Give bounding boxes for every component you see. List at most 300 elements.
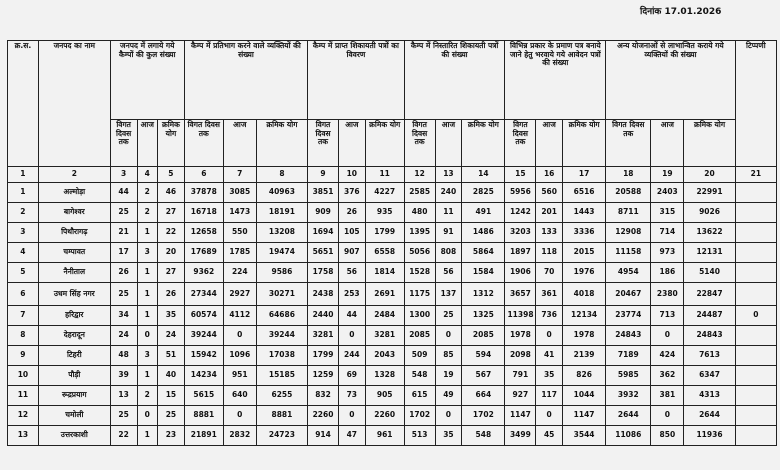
- table-cell: 0: [735, 306, 776, 326]
- table-cell: 186: [651, 263, 684, 283]
- table-cell: 1: [137, 366, 158, 386]
- table-cell: 34: [110, 306, 137, 326]
- table-cell: 935: [365, 203, 404, 223]
- table-cell: 7613: [684, 346, 735, 366]
- table-row: [8, 326, 777, 346]
- table-cell: [735, 346, 776, 366]
- district-cell: उधम सिंह नगर: [38, 283, 110, 306]
- table-cell: 1147: [563, 406, 606, 426]
- table-row: [8, 223, 777, 243]
- table-cell: 5985: [606, 366, 651, 386]
- table-cell: 567: [462, 366, 505, 386]
- table-cell: 0: [651, 406, 684, 426]
- table-cell: 5651: [308, 243, 339, 263]
- table-cell: 4227: [365, 183, 404, 203]
- table-cell: 56: [435, 263, 462, 283]
- column-number-cell: 13: [435, 167, 462, 183]
- table-cell: 25: [435, 306, 462, 326]
- table-cell: 714: [651, 223, 684, 243]
- subheader-cumulative: क्रमिक योग: [684, 120, 735, 167]
- table-cell: 8881: [256, 406, 307, 426]
- table-cell: 1: [137, 306, 158, 326]
- subheader-cumulative: क्रमिक योग: [256, 120, 307, 167]
- table-cell: 2043: [365, 346, 404, 366]
- subheader-today: आज: [223, 120, 256, 167]
- table-cell: 1528: [404, 263, 435, 283]
- table-cell: 41: [536, 346, 563, 366]
- report-table: [7, 40, 777, 446]
- table-cell: 6347: [684, 366, 735, 386]
- table-cell: 5: [8, 263, 39, 283]
- table-cell: 6516: [563, 183, 606, 203]
- table-cell: 12131: [684, 243, 735, 263]
- column-number-row: [8, 167, 777, 183]
- table-cell: 9026: [684, 203, 735, 223]
- table-cell: 2644: [684, 406, 735, 426]
- table-cell: 24843: [606, 326, 651, 346]
- table-cell: 35: [536, 366, 563, 386]
- table-cell: 315: [651, 203, 684, 223]
- table-cell: 1328: [365, 366, 404, 386]
- table-cell: 24: [158, 326, 185, 346]
- district-cell: पौड़ी: [38, 366, 110, 386]
- table-cell: 12: [8, 406, 39, 426]
- table-cell: 1044: [563, 386, 606, 406]
- table-cell: 2098: [505, 346, 536, 366]
- table-cell: 1300: [404, 306, 435, 326]
- table-cell: 2085: [462, 326, 505, 346]
- table-cell: 1175: [404, 283, 435, 306]
- table-cell: 791: [505, 366, 536, 386]
- table-cell: 1978: [505, 326, 536, 346]
- table-cell: 20588: [606, 183, 651, 203]
- table-cell: 2: [137, 386, 158, 406]
- table-cell: 1758: [308, 263, 339, 283]
- column-number-cell: 16: [536, 167, 563, 183]
- table-cell: 35: [435, 426, 462, 446]
- table-cell: 1312: [462, 283, 505, 306]
- table-cell: 25: [110, 203, 137, 223]
- table-cell: 664: [462, 386, 505, 406]
- header-district: जनपद का नाम: [38, 41, 110, 167]
- table-cell: 40963: [256, 183, 307, 203]
- table-cell: 24: [110, 326, 137, 346]
- table-cell: 15942: [184, 346, 223, 366]
- table-cell: 361: [536, 283, 563, 306]
- table-cell: 0: [338, 406, 365, 426]
- table-cell: 1259: [308, 366, 339, 386]
- table-cell: [735, 223, 776, 243]
- table-cell: 2: [137, 203, 158, 223]
- table-cell: 17689: [184, 243, 223, 263]
- table-cell: 12658: [184, 223, 223, 243]
- table-cell: 3: [137, 243, 158, 263]
- table-cell: 20: [158, 243, 185, 263]
- table-cell: 909: [308, 203, 339, 223]
- table-cell: 69: [338, 366, 365, 386]
- table-cell: 2832: [223, 426, 256, 446]
- table-cell: 224: [223, 263, 256, 283]
- table-cell: 826: [563, 366, 606, 386]
- table-row: [8, 283, 777, 306]
- table-cell: 15185: [256, 366, 307, 386]
- table-cell: 0: [651, 326, 684, 346]
- table-cell: 5956: [505, 183, 536, 203]
- table-cell: 6: [8, 283, 39, 306]
- header-complaints-resolved: कैम्प में निस्तारित शिकायती पत्रों की संख्या: [404, 41, 505, 120]
- table-cell: 5056: [404, 243, 435, 263]
- table-cell: 1486: [462, 223, 505, 243]
- table-cell: 49: [435, 386, 462, 406]
- table-cell: 35: [158, 306, 185, 326]
- table-row: [8, 406, 777, 426]
- column-number-cell: 9: [308, 167, 339, 183]
- table-cell: 736: [536, 306, 563, 326]
- table-cell: 513: [404, 426, 435, 446]
- district-cell: पिथौरागढ़: [38, 223, 110, 243]
- table-cell: 25: [110, 283, 137, 306]
- subheader-today: आज: [651, 120, 684, 167]
- table-cell: 973: [651, 243, 684, 263]
- table-cell: 0: [435, 406, 462, 426]
- table-cell: 1702: [404, 406, 435, 426]
- table-cell: 13622: [684, 223, 735, 243]
- table-cell: 48: [110, 346, 137, 366]
- header-row: [8, 41, 777, 120]
- header-remarks: टिप्पणी: [735, 41, 776, 167]
- column-number-cell: 4: [137, 167, 158, 183]
- table-cell: 14234: [184, 366, 223, 386]
- table-cell: 0: [338, 326, 365, 346]
- subheader-today: आज: [435, 120, 462, 167]
- table-cell: 2585: [404, 183, 435, 203]
- table-row: [8, 243, 777, 263]
- column-number-cell: 6: [184, 167, 223, 183]
- table-cell: 10: [8, 366, 39, 386]
- column-number-cell: 2: [38, 167, 110, 183]
- table-cell: 1799: [308, 346, 339, 366]
- table-cell: 1785: [223, 243, 256, 263]
- table-cell: 4112: [223, 306, 256, 326]
- table-row: [8, 346, 777, 366]
- table-cell: 3203: [505, 223, 536, 243]
- subheader-prev: विगत दिवस तक: [404, 120, 435, 167]
- table-cell: 44: [110, 183, 137, 203]
- table-cell: 117: [536, 386, 563, 406]
- subheader-today: आज: [536, 120, 563, 167]
- table-row: [8, 183, 777, 203]
- table-cell: 1443: [563, 203, 606, 223]
- table-cell: 11158: [606, 243, 651, 263]
- table-cell: [735, 283, 776, 306]
- table-row: [8, 426, 777, 446]
- table-cell: 8881: [184, 406, 223, 426]
- table-cell: 22991: [684, 183, 735, 203]
- table-cell: 8: [8, 326, 39, 346]
- table-cell: 5615: [184, 386, 223, 406]
- table-cell: 907: [338, 243, 365, 263]
- column-number-cell: 19: [651, 167, 684, 183]
- header-participants: कैम्प में प्रतिभाग करने वाले व्यक्तियों की संख्या: [184, 41, 307, 120]
- table-cell: 3281: [365, 326, 404, 346]
- table-cell: 640: [223, 386, 256, 406]
- district-cell: उत्तरकाशी: [38, 426, 110, 446]
- table-cell: 47: [338, 426, 365, 446]
- table-cell: 3657: [505, 283, 536, 306]
- table-cell: 11: [8, 386, 39, 406]
- subheader-today: आज: [137, 120, 158, 167]
- table-cell: 615: [404, 386, 435, 406]
- table-cell: 46: [158, 183, 185, 203]
- table-cell: 11: [435, 203, 462, 223]
- header-camps: जनपद में लगाये गये कैम्पों की कुल संख्या: [110, 41, 184, 120]
- table-cell: 480: [404, 203, 435, 223]
- table-cell: 11086: [606, 426, 651, 446]
- table-cell: 2403: [651, 183, 684, 203]
- column-number-cell: 15: [505, 167, 536, 183]
- column-number-cell: 7: [223, 167, 256, 183]
- table-cell: 2644: [606, 406, 651, 426]
- table-cell: 3499: [505, 426, 536, 446]
- table-cell: 244: [338, 346, 365, 366]
- table-cell: 2927: [223, 283, 256, 306]
- table-cell: 1325: [462, 306, 505, 326]
- table-cell: 12908: [606, 223, 651, 243]
- table-cell: [735, 243, 776, 263]
- column-number-cell: 11: [365, 167, 404, 183]
- district-cell: चम्पावत: [38, 243, 110, 263]
- table-cell: 24487: [684, 306, 735, 326]
- table-cell: 44: [338, 306, 365, 326]
- table-cell: 1: [137, 283, 158, 306]
- table-cell: 9: [8, 346, 39, 366]
- table-cell: 491: [462, 203, 505, 223]
- column-number-cell: 10: [338, 167, 365, 183]
- table-cell: 11398: [505, 306, 536, 326]
- table-cell: 19: [435, 366, 462, 386]
- table-cell: 25: [158, 406, 185, 426]
- district-cell: अल्मोड़ा: [38, 183, 110, 203]
- header-beneficiaries: अन्य योजनाओं से लाभान्वित कराये गये व्यक्तियों की संख्या: [606, 41, 736, 120]
- subheader-prev: विगत दिवस तक: [606, 120, 651, 167]
- table-cell: 60574: [184, 306, 223, 326]
- table-cell: 560: [536, 183, 563, 203]
- table-cell: 17: [110, 243, 137, 263]
- table-cell: 1814: [365, 263, 404, 283]
- header-certificates: विभिन्न प्रकार के प्रमाण पत्र बनाये जाने हेतु भरवाये गये आवेदन पत्रों की संख्या: [505, 41, 606, 120]
- table-cell: 832: [308, 386, 339, 406]
- table-cell: 5140: [684, 263, 735, 283]
- table-cell: 2484: [365, 306, 404, 326]
- table-cell: 240: [435, 183, 462, 203]
- table-cell: 2691: [365, 283, 404, 306]
- table-cell: 850: [651, 426, 684, 446]
- table-cell: 1473: [223, 203, 256, 223]
- table-cell: 1906: [505, 263, 536, 283]
- table-cell: 40: [158, 366, 185, 386]
- table-cell: 4954: [606, 263, 651, 283]
- table-cell: 25: [110, 406, 137, 426]
- table-cell: 27344: [184, 283, 223, 306]
- table-cell: 39244: [256, 326, 307, 346]
- subheader-cumulative: क्रमिक योग: [158, 120, 185, 167]
- table-cell: 2: [8, 203, 39, 223]
- table-cell: 23: [158, 426, 185, 446]
- table-cell: [735, 426, 776, 446]
- table-cell: 961: [365, 426, 404, 446]
- table-cell: 0: [137, 326, 158, 346]
- table-cell: 39: [110, 366, 137, 386]
- subheader-prev: विगत दिवस तक: [184, 120, 223, 167]
- column-number-cell: 12: [404, 167, 435, 183]
- district-cell: नैनीताल: [38, 263, 110, 283]
- table-cell: 2380: [651, 283, 684, 306]
- table-cell: 70: [536, 263, 563, 283]
- subheader-today: आज: [338, 120, 365, 167]
- table-cell: 11936: [684, 426, 735, 446]
- subheader-row: [8, 120, 777, 167]
- table-cell: [735, 326, 776, 346]
- table-cell: 2015: [563, 243, 606, 263]
- table-cell: 8711: [606, 203, 651, 223]
- table-cell: 13208: [256, 223, 307, 243]
- table-row: [8, 366, 777, 386]
- table-cell: 9362: [184, 263, 223, 283]
- table-cell: 1147: [505, 406, 536, 426]
- subheader-prev: विगत दिवस तक: [110, 120, 137, 167]
- table-cell: 905: [365, 386, 404, 406]
- district-cell: टिहरी: [38, 346, 110, 366]
- table-cell: 927: [505, 386, 536, 406]
- table-cell: 1584: [462, 263, 505, 283]
- table-row: [8, 203, 777, 223]
- table-cell: 4018: [563, 283, 606, 306]
- subheader-cumulative: क्रमिक योग: [365, 120, 404, 167]
- table-cell: 24723: [256, 426, 307, 446]
- district-cell: देहरादून: [38, 326, 110, 346]
- column-number-cell: 14: [462, 167, 505, 183]
- column-number-cell: 5: [158, 167, 185, 183]
- table-cell: 37878: [184, 183, 223, 203]
- column-number-cell: 17: [563, 167, 606, 183]
- header-sno: क्र.स.: [8, 41, 39, 167]
- table-cell: 13: [110, 386, 137, 406]
- header-complaints-received: कैम्प में प्राप्त शिकायती पत्रों का विवरण: [308, 41, 405, 120]
- table-cell: 133: [536, 223, 563, 243]
- table-cell: 3: [137, 346, 158, 366]
- table-cell: 0: [223, 326, 256, 346]
- table-cell: 7: [8, 306, 39, 326]
- table-cell: 951: [223, 366, 256, 386]
- table-cell: [735, 386, 776, 406]
- column-number-cell: 3: [110, 167, 137, 183]
- table-cell: 91: [435, 223, 462, 243]
- table-cell: 2440: [308, 306, 339, 326]
- table-cell: 1242: [505, 203, 536, 223]
- table-row: [8, 263, 777, 283]
- table-cell: 27: [158, 203, 185, 223]
- table-cell: 550: [223, 223, 256, 243]
- table-cell: 1: [137, 426, 158, 446]
- table-cell: 3085: [223, 183, 256, 203]
- table-cell: 30271: [256, 283, 307, 306]
- table-cell: 3544: [563, 426, 606, 446]
- table-cell: 26: [158, 283, 185, 306]
- district-cell: रूद्रप्रयाग: [38, 386, 110, 406]
- table-cell: 17038: [256, 346, 307, 366]
- table-cell: 137: [435, 283, 462, 306]
- table-cell: 85: [435, 346, 462, 366]
- table-cell: 2260: [365, 406, 404, 426]
- district-cell: हरिद्वार: [38, 306, 110, 326]
- table-cell: [735, 183, 776, 203]
- table-cell: 18191: [256, 203, 307, 223]
- table-row: [8, 386, 777, 406]
- table-row: [8, 306, 777, 326]
- table-cell: 22: [158, 223, 185, 243]
- table-cell: 381: [651, 386, 684, 406]
- table-cell: 424: [651, 346, 684, 366]
- table-cell: [735, 366, 776, 386]
- table-cell: 27: [158, 263, 185, 283]
- column-number-cell: 21: [735, 167, 776, 183]
- table-cell: 9586: [256, 263, 307, 283]
- column-number-cell: 8: [256, 167, 307, 183]
- subheader-prev: विगत दिवस तक: [505, 120, 536, 167]
- table-cell: 0: [435, 326, 462, 346]
- table-cell: 4313: [684, 386, 735, 406]
- subheader-prev: विगत दिवस तक: [308, 120, 339, 167]
- table-cell: 3932: [606, 386, 651, 406]
- table-cell: 118: [536, 243, 563, 263]
- district-cell: बागेश्वर: [38, 203, 110, 223]
- table-cell: 21: [110, 223, 137, 243]
- table-cell: 808: [435, 243, 462, 263]
- table-cell: 2825: [462, 183, 505, 203]
- table-cell: 64686: [256, 306, 307, 326]
- table-cell: 1897: [505, 243, 536, 263]
- table-cell: 24843: [684, 326, 735, 346]
- column-number-cell: 18: [606, 167, 651, 183]
- table-cell: 21891: [184, 426, 223, 446]
- table-cell: 73: [338, 386, 365, 406]
- table-cell: 1096: [223, 346, 256, 366]
- table-cell: 6558: [365, 243, 404, 263]
- table-cell: 594: [462, 346, 505, 366]
- table-cell: 7189: [606, 346, 651, 366]
- table-cell: 15: [158, 386, 185, 406]
- table-cell: 3: [8, 223, 39, 243]
- table-cell: 1976: [563, 263, 606, 283]
- table-cell: 548: [404, 366, 435, 386]
- table-cell: 2260: [308, 406, 339, 426]
- table-cell: 5864: [462, 243, 505, 263]
- table-cell: [735, 203, 776, 223]
- table-cell: 12134: [563, 306, 606, 326]
- report-date: दिनांक 17.01.2026: [640, 7, 722, 17]
- subheader-cumulative: क्रमिक योग: [462, 120, 505, 167]
- table-cell: 1395: [404, 223, 435, 243]
- table-cell: 2139: [563, 346, 606, 366]
- table-cell: 20467: [606, 283, 651, 306]
- table-cell: 1978: [563, 326, 606, 346]
- column-number-cell: 1: [8, 167, 39, 183]
- table-cell: [735, 406, 776, 426]
- district-cell: चमोली: [38, 406, 110, 426]
- subheader-cumulative: क्रमिक योग: [563, 120, 606, 167]
- table-cell: 201: [536, 203, 563, 223]
- table-cell: 1: [8, 183, 39, 203]
